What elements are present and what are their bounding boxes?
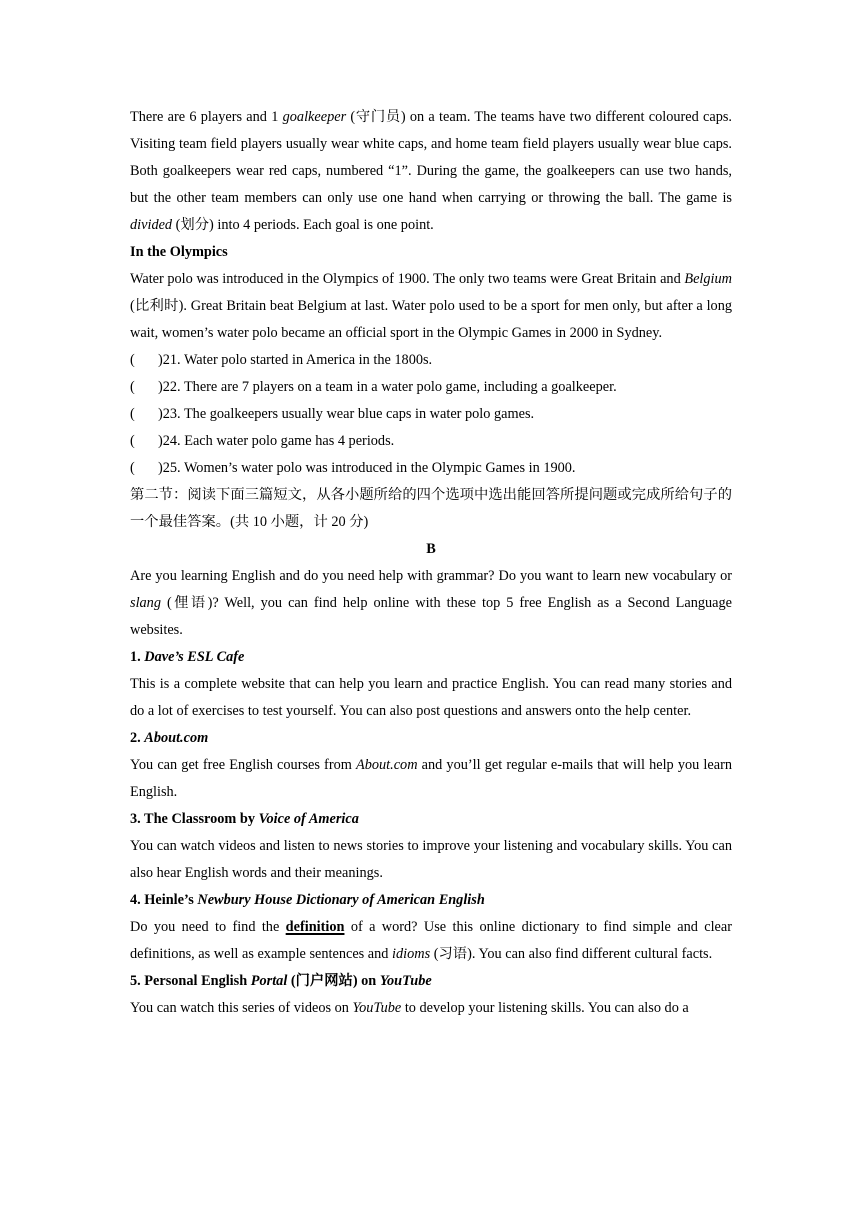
text: 4. Heinle’s: [130, 892, 198, 908]
question-item: [130, 401, 732, 428]
answer-blank[interactable]: (: [130, 379, 135, 395]
site-name: Dave’s ESL Cafe: [144, 649, 245, 665]
site-heading-5: [130, 968, 732, 995]
text: (习语). You can also find different cultural facts.: [430, 946, 713, 962]
question-item: [130, 347, 732, 374]
site-body-3: You can watch videos and listen to news stories to improve your listening and vocabulary skills. You can also hear English words and their meanings.: [130, 838, 732, 881]
document-page: [130, 104, 732, 1022]
section-instruction: 第二节：阅读下面三篇短文，从各小题所给的四个选项中选出能回答所提问题或完成所给句子的一个最佳答案。(共 10 小题，计 20 分): [130, 487, 732, 530]
passage-b-intro: [130, 563, 732, 644]
site-body-1: This is a complete website that can help you learn and practice English. You can read many stories and do a lot of exercises to test yourself. You can also post questions and answers onto the help center.: [130, 676, 732, 719]
italic-term: goalkeeper: [282, 109, 347, 125]
question-text: )23. The goalkeepers usually wear blue caps in water polo games.: [158, 406, 535, 422]
text: to develop your listening skills. You can also do a: [401, 1000, 689, 1016]
italic-term: idioms: [392, 946, 431, 962]
answer-blank[interactable]: (: [130, 433, 135, 449]
text: You can get free English courses from: [130, 757, 356, 773]
site-name: Voice of America: [258, 811, 359, 827]
text: There are 6 players and 1: [130, 109, 283, 125]
question-item: [130, 428, 732, 455]
heading-in-the-olympics: In the Olympics: [130, 244, 228, 260]
question-text: )22. There are 7 players on a team in a water polo game, including a goalkeeper.: [158, 379, 617, 395]
underlined-word-definition: definition: [285, 919, 345, 935]
italic-term: Belgium: [684, 271, 732, 287]
answer-blank[interactable]: (: [130, 406, 135, 422]
answer-blank[interactable]: (: [130, 460, 135, 476]
site-body-2: [130, 752, 732, 806]
site-heading-3: [130, 806, 732, 833]
site-heading-2: [130, 725, 732, 752]
text: and you’ll get regular e-mails that will help you learn English.: [130, 757, 732, 800]
text: (守门员) on a team. The teams have two different coloured caps. Visiting team field players usually wear white caps, and home team field players usually wear blue caps. Both goalkeepers wear red caps, numbered “1”. During the game, the goalkeepers can use two hands, but the other team members can only use one hand when carrying or throwing the ball. The game is: [130, 109, 732, 206]
site-body-4: [130, 914, 732, 968]
site-name: About.com: [144, 730, 209, 746]
paragraph-team-rules: [130, 104, 732, 239]
text: (门户网站) on: [287, 973, 380, 989]
site-heading-4: [130, 887, 732, 914]
text: (比利时). Great Britain beat Belgium at last. Water polo used to be a sport for men only, but after a long wait, women’s water polo became an official sport in the Olympic Games in 2000 in Sydney.: [130, 298, 732, 341]
question-text: )21. Water polo started in America in the 1800s.: [158, 352, 433, 368]
site-body-5: [130, 995, 732, 1022]
text: Do you need to find the: [130, 919, 286, 935]
text: Are you learning English and do you need help with grammar? Do you want to learn new vocabulary or: [130, 568, 732, 584]
site-heading-1: [130, 644, 732, 671]
text: You can watch this series of videos on: [130, 1000, 353, 1016]
question-list: [130, 347, 732, 482]
answer-blank[interactable]: (: [130, 352, 135, 368]
question-item: [130, 455, 732, 482]
text: Water polo was introduced in the Olympics of 1900. The only two teams were Great Britain and: [130, 271, 685, 287]
italic-term: YouTube: [352, 1000, 402, 1016]
text: 1.: [130, 649, 145, 665]
text: 2.: [130, 730, 145, 746]
italic-term: slang: [130, 595, 161, 611]
italic-term: divided: [130, 217, 173, 233]
italic-term: Portal: [250, 973, 288, 989]
site-name: Newbury House Dictionary of American English: [197, 892, 485, 908]
passage-label: B: [426, 541, 436, 557]
text: (划分) into 4 periods. Each goal is one point.: [172, 217, 434, 233]
site-name: YouTube: [379, 973, 432, 989]
italic-term: About.com: [355, 757, 418, 773]
text: 5. Personal English: [130, 973, 251, 989]
text: (俚语)? Well, you can find help online with these top 5 free English as a Second Language websites.: [130, 595, 732, 638]
question-text: )24. Each water polo game has 4 periods.: [158, 433, 395, 449]
question-text: )25. Women’s water polo was introduced in the Olympic Games in 1900.: [158, 460, 576, 476]
text: of a word? Use this online dictionary to find simple and clear definitions, as well as example sentences and: [130, 919, 733, 962]
question-item: [130, 374, 732, 401]
paragraph-olympics: [130, 266, 732, 347]
text: 3. The Classroom by: [130, 811, 259, 827]
